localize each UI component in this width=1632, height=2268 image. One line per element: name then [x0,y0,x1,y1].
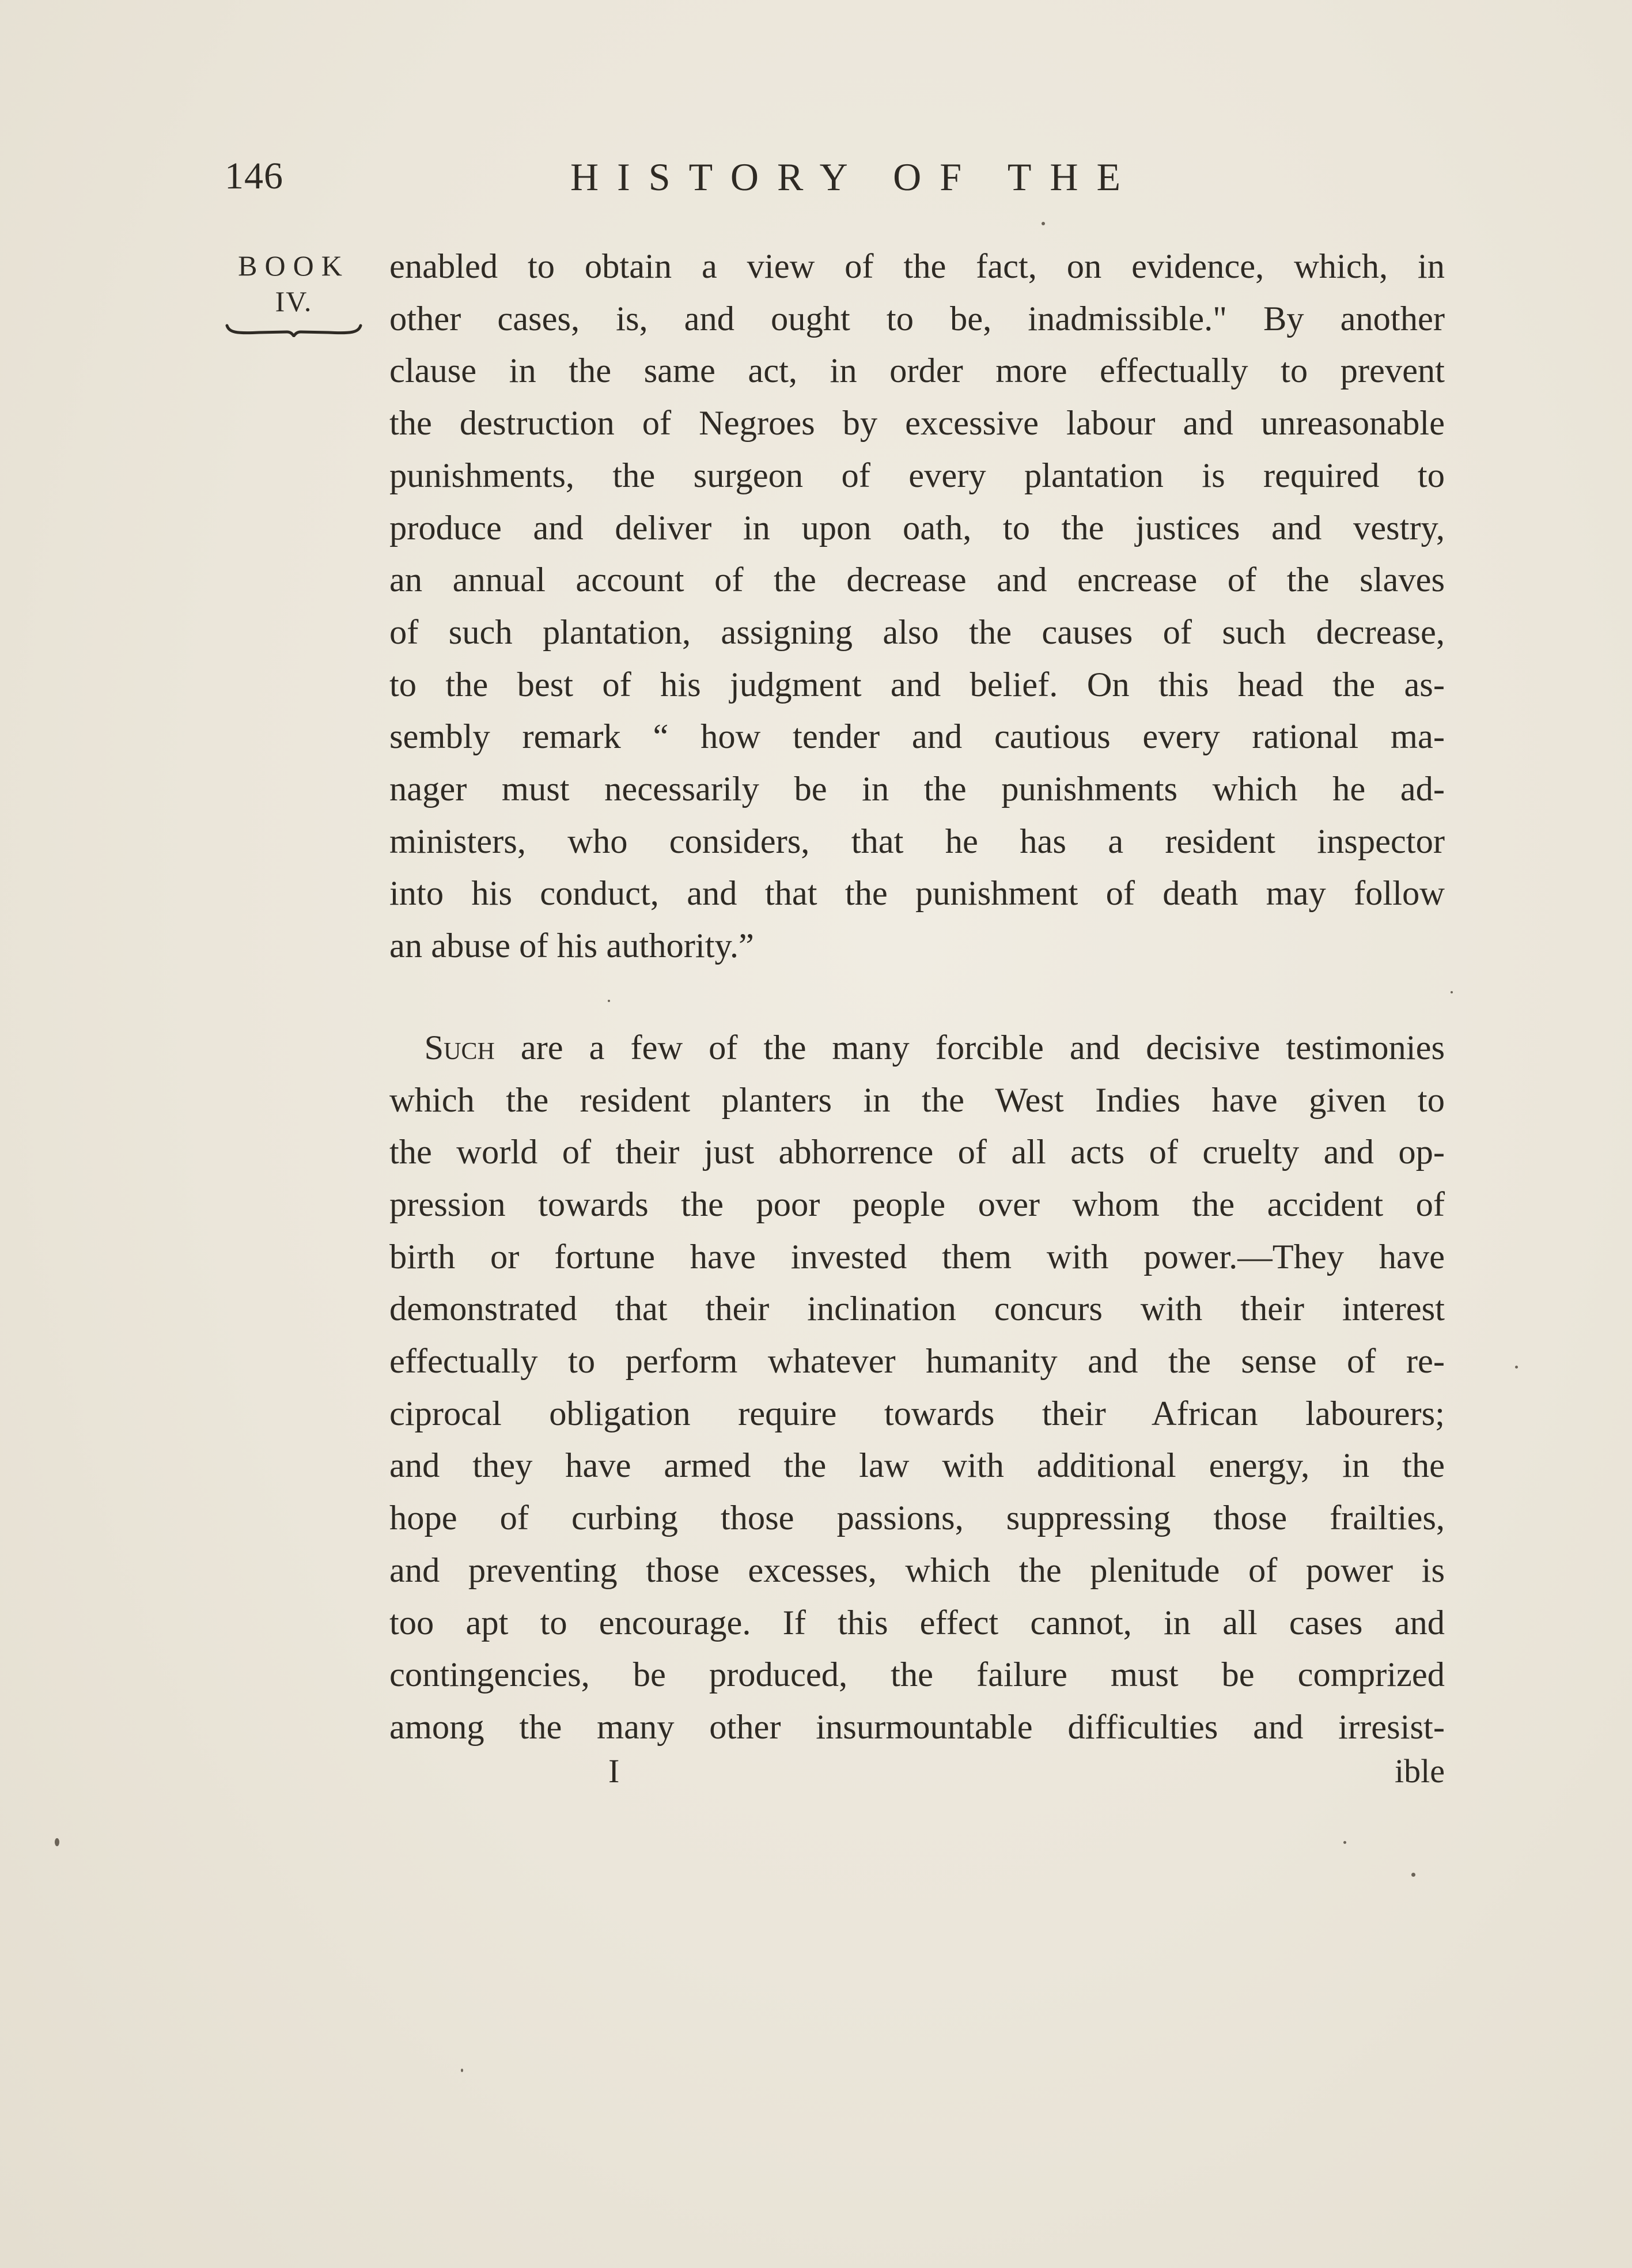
body-text [389,241,1445,1754]
signature-mark: I [608,1752,620,1790]
paper-speck [1343,1841,1346,1844]
catchword: ible [1395,1752,1445,1790]
text-line: into his conduct, and that the punishment of death may follow [389,874,1445,913]
text-line: an abuse of his authority.” [389,927,754,966]
paragraph-gap [389,973,1445,1022]
text-line: other cases, is, and ought to be, inadmissible." By another [389,299,1445,338]
text-line: demonstrated that their inclination concurs with their interest [389,1290,1445,1329]
lead-word: Such [424,1028,495,1067]
text-line: which the resident planters in the West Indies have given to [389,1080,1445,1120]
page-footer [389,1752,1445,1798]
text-line-first [389,1022,1445,1075]
running-head: HISTORY OF THE [570,155,1139,199]
text-line: effectually to perform whatever humanity and the sense of re- [389,1342,1445,1381]
text-line: contingencies, be produced, the failure must be comprized [389,1655,1445,1695]
paragraph-2 [389,1022,1445,1754]
text-line: ministers, who considers, that he has a resident inspector [389,822,1445,861]
text-line: too apt to encourage. If this effect cannot, in all cases and [389,1603,1445,1642]
paper-speck [461,2069,463,2072]
paper-speck [1451,991,1453,993]
text-line: enabled to obtain a view of the fact, on evidence, which, in [389,247,1445,286]
text-line: birth or fortune have invested them with power.—They have [389,1237,1445,1276]
text-line: and they have armed the law with additional energy, in the [389,1446,1445,1485]
paragraph-1 [389,241,1445,973]
text-line: the destruction of Negroes by excessive labour and unreasonable [389,404,1445,443]
text-line: clause in the same act, in order more effectually to prevent [389,351,1445,391]
paper-speck [608,1000,610,1002]
paper-speck [1042,222,1045,225]
page-header [225,154,1446,206]
text-line: punishments, the surgeon of every plantation is required to [389,456,1445,495]
paper-speck [55,1838,59,1846]
book-number: IV. [275,285,313,317]
margin-note [222,248,366,337]
page-number: 146 [225,155,283,197]
text-line: nager must necessarily be in the punishments which he ad- [389,770,1445,809]
paper-speck [1411,1873,1415,1877]
paper-speck [1515,1366,1518,1369]
text-line: among the many other insurmountable difficulties and irresist- [389,1707,1445,1747]
book-label: BOOK [238,250,350,282]
text-line: ciprocal obligation require towards their African labourers; [389,1394,1445,1433]
text-line-rest: are a few of the many forcible and decisive testimonies [520,1028,1445,1067]
text-line: sembly remark “ how tender and cautious every rational ma- [389,717,1445,757]
brace-ornament [225,322,363,337]
text-line: pression towards the poor people over whom the accident of [389,1185,1445,1224]
text-line: of such plantation, assigning also the causes of such decrease, [389,613,1445,652]
text-line: the world of their just abhorrence of all acts of cruelty and op- [389,1133,1445,1172]
text-line: to the best of his judgment and belief. On this head the as- [389,665,1445,704]
text-line: and preventing those excesses, which the plenitude of power is [389,1551,1445,1590]
text-line: hope of curbing those passions, suppressing those frailties, [389,1499,1445,1538]
text-line: produce and deliver in upon oath, to the justices and vestry, [389,508,1445,547]
text-line: an annual account of the decrease and encrease of the slaves [389,561,1445,600]
